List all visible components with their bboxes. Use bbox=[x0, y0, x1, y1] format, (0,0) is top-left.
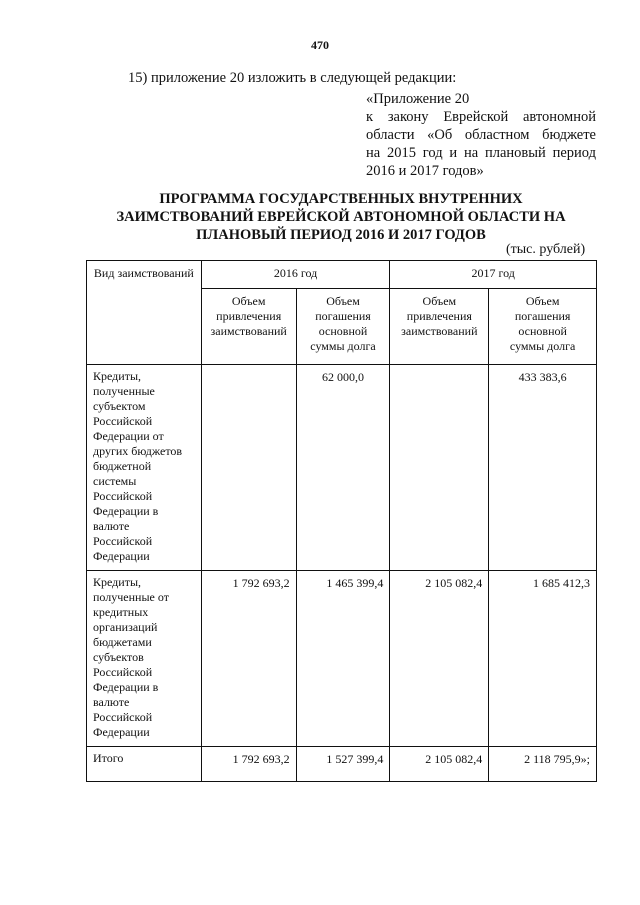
table-row bbox=[87, 747, 597, 782]
label-line: Российской bbox=[93, 414, 153, 428]
cell-attract-2017: 2 105 082,4 bbox=[390, 747, 489, 782]
header-year-2016-label: 2016 год bbox=[273, 266, 318, 280]
subheader-line: погашения bbox=[514, 309, 571, 323]
cell-repay-2016: 62 000,0 bbox=[296, 365, 390, 571]
row-label bbox=[87, 747, 202, 782]
units-label: (тыс. рублей) bbox=[506, 242, 586, 257]
cell-repay-2017: 433 383,6 bbox=[489, 365, 597, 571]
table-row bbox=[87, 365, 597, 571]
row-label bbox=[87, 571, 202, 747]
cell-repay-2017: 1 685 412,3 bbox=[489, 571, 597, 747]
subheader-line: основной bbox=[518, 324, 567, 338]
row-label bbox=[87, 365, 202, 571]
label-line: организаций bbox=[93, 620, 158, 634]
subheader-attract-2016 bbox=[201, 289, 296, 365]
label-line: субъектов bbox=[93, 650, 144, 664]
subheader-line: привлечения bbox=[216, 309, 282, 323]
label-line: субъектом bbox=[93, 399, 146, 413]
cell-attract-2017: 2 105 082,4 bbox=[390, 571, 489, 747]
title-line: ПРОГРАММА ГОСУДАРСТВЕННЫХ ВНУТРЕННИХ bbox=[159, 191, 523, 207]
label-line: Федерации в валюте bbox=[93, 504, 159, 533]
label-line: Федерации bbox=[93, 725, 150, 739]
cell-attract-2016: 1 792 693,2 bbox=[201, 747, 296, 782]
subheader-line: Объем bbox=[231, 294, 266, 308]
label-line: Российской bbox=[93, 665, 153, 679]
cell-repay-2017: 2 118 795,9»; bbox=[489, 747, 597, 782]
label-line: полученные от bbox=[93, 590, 169, 604]
label-line: Кредиты, bbox=[93, 369, 142, 383]
title-line: ЗАИМСТВОВАНИЙ ЕВРЕЙСКОЙ АВТОНОМНОЙ ОБЛАСТИ НА bbox=[116, 209, 566, 225]
cell-attract-2017 bbox=[390, 365, 489, 571]
page-number: 470 bbox=[311, 38, 329, 52]
label-line: Российской bbox=[93, 534, 153, 548]
label-line: Кредиты, bbox=[93, 575, 142, 589]
table-row bbox=[87, 571, 597, 747]
label-line: Федерации в валюте bbox=[93, 680, 159, 709]
borrowings-table bbox=[86, 260, 597, 782]
header-type bbox=[87, 261, 202, 365]
label-line: Российской bbox=[93, 710, 153, 724]
label-line: Федерации bbox=[93, 549, 150, 563]
subheader-line: заимствований bbox=[401, 324, 478, 338]
cell-attract-2016 bbox=[201, 365, 296, 571]
subheader-line: суммы долга bbox=[310, 339, 376, 353]
appendix-line: области «Об областном бюджете bbox=[366, 127, 596, 143]
title-line: ПЛАНОВЫЙ ПЕРИОД 2016 И 2017 ГОДОВ bbox=[196, 227, 486, 243]
header-type-label: Вид заимствований bbox=[93, 266, 194, 280]
label-line: кредитных bbox=[93, 605, 149, 619]
subheader-line: погашения bbox=[315, 309, 371, 323]
subheader-line: заимствований bbox=[210, 324, 287, 338]
label-line: Российской bbox=[93, 489, 153, 503]
subheader-attract-2017 bbox=[390, 289, 489, 365]
header-year-2016 bbox=[201, 261, 390, 289]
cell-attract-2016: 1 792 693,2 bbox=[201, 571, 296, 747]
subheader-repay-2016 bbox=[296, 289, 390, 365]
appendix-reference bbox=[366, 90, 596, 180]
label-line: других бюджетов bbox=[93, 444, 183, 458]
subheader-line: основной bbox=[318, 324, 368, 338]
subheader-line: Объем bbox=[422, 294, 457, 308]
label-line: полученные bbox=[93, 384, 155, 398]
appendix-line: на 2015 год и на плановый период bbox=[366, 145, 596, 161]
subheader-repay-2017 bbox=[489, 289, 597, 365]
subheader-line: привлечения bbox=[406, 309, 472, 323]
subheader-line: Объем bbox=[525, 294, 560, 308]
amendment-instruction: 15) приложение 20 изложить в следующей редакции: bbox=[128, 70, 457, 86]
header-year-2017-label: 2017 год bbox=[471, 266, 515, 280]
cell-repay-2016: 1 527 399,4 bbox=[296, 747, 390, 782]
label-line: Итого bbox=[93, 751, 124, 765]
subheader-line: Объем bbox=[326, 294, 360, 308]
appendix-line: к закону Еврейской автономной bbox=[366, 109, 596, 125]
subheader-line: суммы долга bbox=[509, 339, 576, 353]
label-line: Федерации от bbox=[93, 429, 164, 443]
label-line: бюджетной системы bbox=[93, 459, 152, 488]
header-year-2017 bbox=[390, 261, 597, 289]
label-line: бюджетами bbox=[93, 635, 152, 649]
appendix-line: «Приложение 20 bbox=[366, 91, 470, 107]
cell-repay-2016: 1 465 399,4 bbox=[296, 571, 390, 747]
appendix-line: 2016 и 2017 годов» bbox=[366, 163, 484, 179]
document-title bbox=[80, 190, 602, 244]
